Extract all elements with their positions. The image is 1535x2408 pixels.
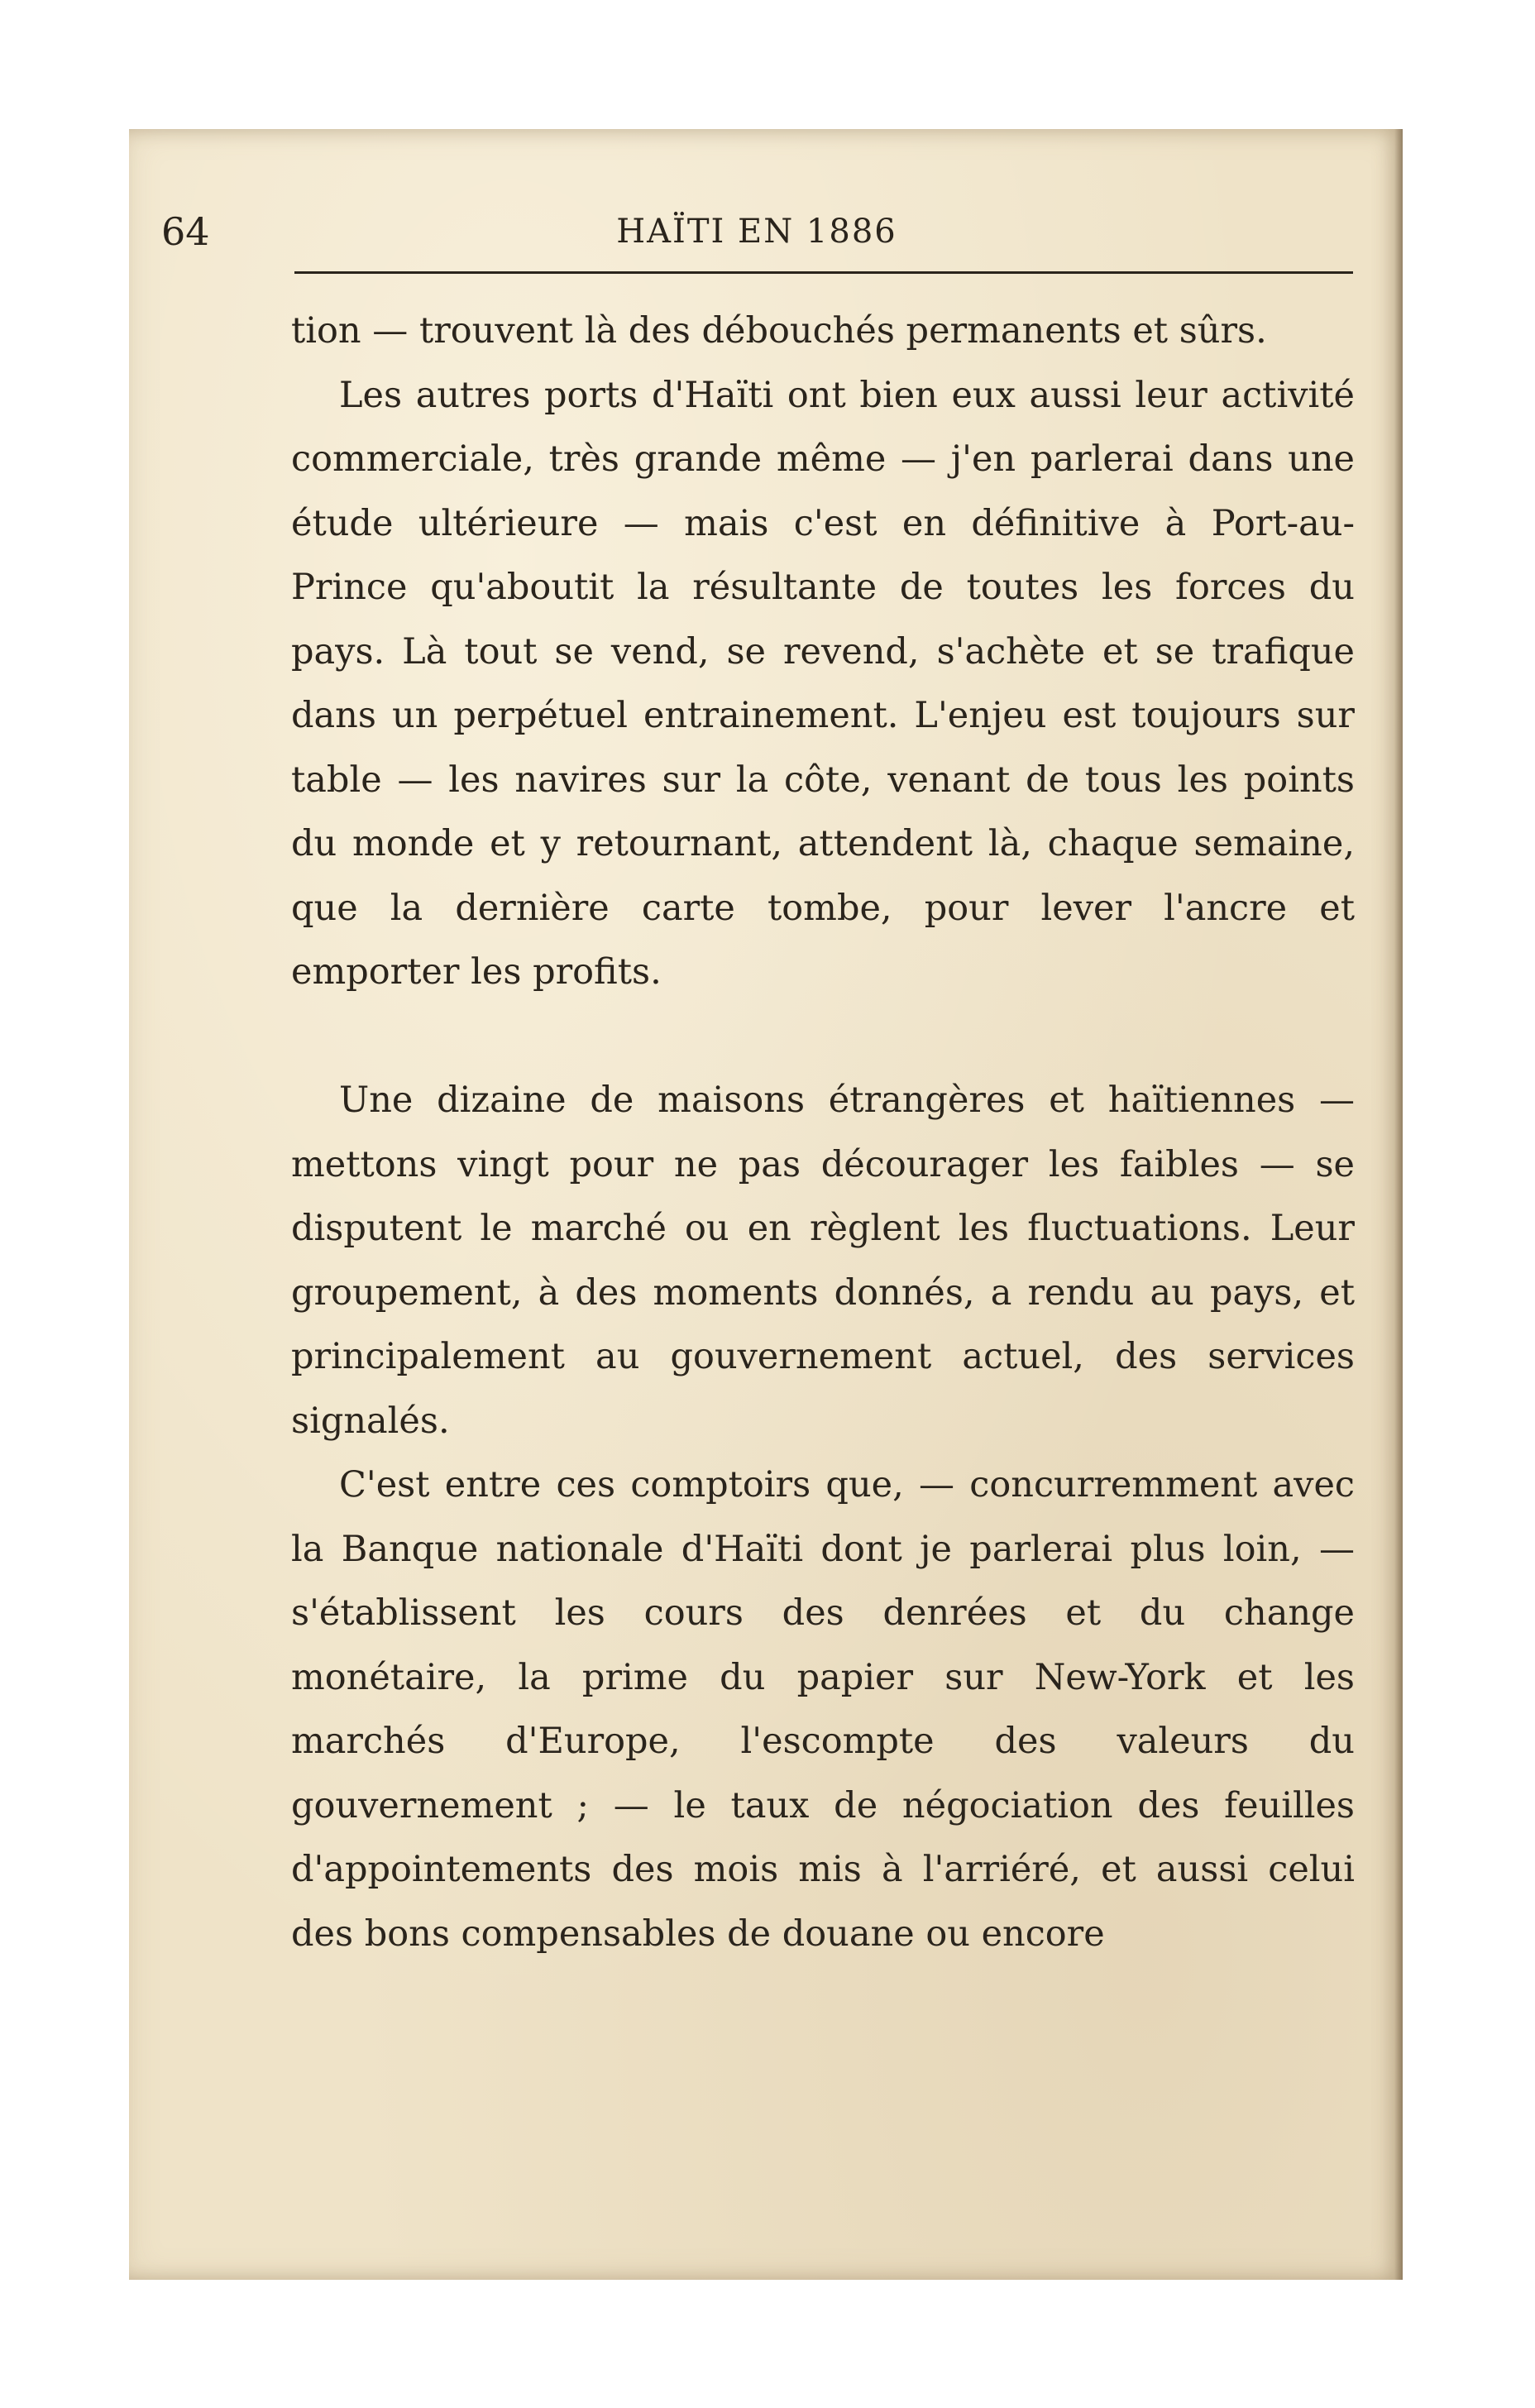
body-text — [291, 299, 1355, 1966]
page-header — [161, 207, 1352, 256]
paragraph: Une dizaine de maisons étrangères et haïtiennes — mettons vingt pour ne pas décourager les faibles — se disputent le marché ou en règlent les fluctuations. Leur groupement, à des moments donnés, a rendu au pays, et principalement au gouvernement actuel, des services signalés. — [291, 1080, 1355, 1442]
paragraph-continuation: tion — trouvent là des débouchés permanents et sûrs. — [291, 310, 1267, 352]
page-number: 64 — [161, 209, 210, 254]
paragraph: Les autres ports d'Haïti ont bien eux aussi leur activité commerciale, très grande même — j'en parlerai dans une étude ultérieure — mais c'est en définitive à Port-au-Prince qu'aboutit la résultante de toutes les forces du pays. Là tout se vend, se revend, s'achète et se trafique dans un perpétuel entrainement. L'enjeu est toujours sur table — les navires sur la côte, venant de tous les points du monde et y retournant, attendent là, chaque semaine, que la dernière carte tombe, pour lever l'ancre et emporter les profits. — [291, 374, 1355, 993]
page-edge-shadow — [1394, 129, 1403, 2280]
header-rule — [294, 271, 1353, 274]
paragraph: C'est entre ces comptoirs que, — concurremment avec la Banque nationale d'Haïti dont je parlerai plus loin, — s'établissent les cours des denrées et du change monétaire, la prime du papier sur New-York et les marchés d'Europe, l'escompte des valeurs du gouvernement ; — le taux de négociation des feuilles d'appointements des mois mis à l'arriéré, et aussi celui des bons compensables de douane ou encore — [291, 1464, 1355, 1955]
running-title: HAÏTI EN 1886 — [616, 213, 897, 251]
